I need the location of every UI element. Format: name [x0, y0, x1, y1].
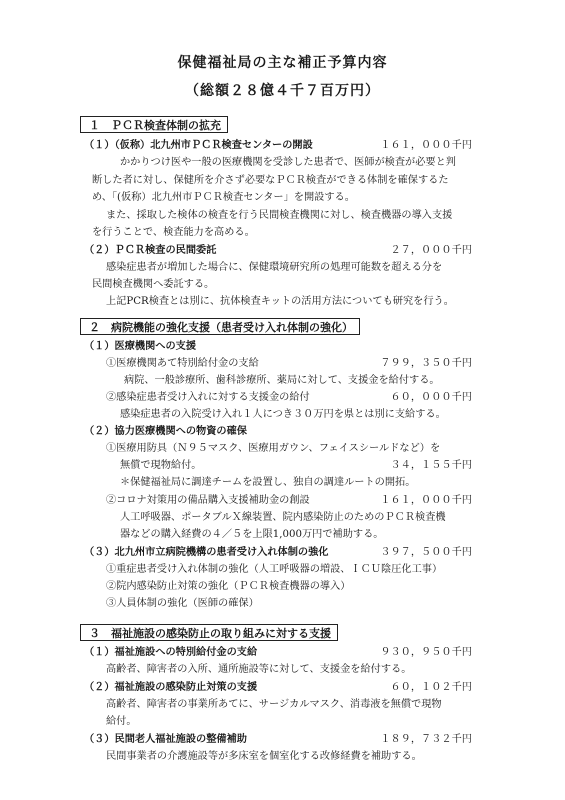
item-2-3-amount: ３９７，５００千円 [380, 547, 472, 558]
item-2-3-3-label: ③人員体制の強化（医師の確保） [106, 598, 259, 609]
item-3-2-label: （２）福祉施設の感染防止対策の支援 [84, 682, 258, 693]
item-1-1-label: （１）（仮称）北九州市ＰＣＲ検査センターの開設 [84, 140, 313, 151]
item-2-2-1-desc: ＊保健福祉局に調達チームを設置し、独自の調達ルートの開拓。 [120, 477, 416, 488]
item-2-1-label: （１）医療機関への支援 [84, 341, 197, 352]
item-2-1-1-label: ①医療機関あて特別給付金の支給 [106, 358, 259, 369]
section-1-heading: １ ＰＣＲ検査体制の拡充 [80, 116, 228, 133]
item-2-1-2-label: ②感染症患者受け入れに対する支援金の給付 [106, 392, 310, 403]
item-1-1-desc-1: かかりつけ医や一般の医療機関を受診した患者で、医師が検査が必要と判 [120, 157, 456, 168]
item-2-2-2-desc-1: 人工呼吸器、ポータブルＸ線装置、院内感染防止のためのＰＣＲ検査機 [120, 512, 446, 523]
section-3-heading: ３ 福祉施設の感染防止の取り組みに対する支援 [80, 624, 338, 641]
item-3-3-desc: 民間事業者の介護施設等が多床室を個室化する改修経費を補助する。 [106, 751, 422, 762]
item-2-2-2-label: ②コロナ対策用の備品購入支援補助金の創設 [106, 495, 310, 506]
item-2-2-label: （２）協力医療機関への物資の確保 [84, 426, 247, 437]
item-1-2-desc-3: 上記PCR検査とは別に、抗体検査キットの活用方法についても研究を行う。 [106, 296, 454, 307]
item-2-1-1-amount: ７９９，３５０千円 [380, 358, 472, 369]
item-2-2-1-amount: ３４，１５５千円 [390, 460, 472, 471]
item-1-1-amount: １６１，０００千円 [380, 140, 472, 151]
item-2-3-1-label: ①重症患者受け入れ体制の強化（人工呼吸器の増設、ＩＣＵ陰圧化工事） [106, 564, 443, 575]
item-2-3-label: （３）北九州市立病院機構の患者受け入れ体制の強化 [84, 547, 329, 558]
item-3-2-desc-1: 高齢者、障害者の事業所あてに、サージカルマスク、消毒液を無償で現物 [106, 699, 442, 710]
item-1-1-desc-4: また、採取した検体の検査を行う民間検査機関に対し、検査機器の導入支援 [106, 210, 453, 221]
item-2-1-2-desc: 感染症患者の入院受け入れ１人につき３０万円を県とは別に支給する。 [120, 409, 446, 420]
item-2-2-1-label-2: 無償で現物給付。 [120, 460, 202, 471]
item-1-2-desc-1: 感染症患者が増加した場合に、保健環境研究所の処理可能数を超える分を [106, 262, 443, 273]
item-2-2-2-amount: １６１，０００千円 [380, 495, 472, 506]
item-1-1-desc-2: 断した者に対し、保健所を介さず必要なＰＣＲ検査ができる体制を確保するた [92, 175, 449, 186]
item-1-1-desc-5: を行うことで、検査能力を高める。 [92, 227, 255, 238]
item-3-2-amount: ６０，１０２千円 [390, 682, 472, 693]
section-2-heading: ２ 病院機能の強化支援（患者受け入れ体制の強化） [80, 318, 360, 335]
item-3-1-desc: 高齢者、障害者の入所、通所施設等に対して、支援金を給付する。 [106, 664, 412, 675]
item-2-2-1-label: ①医療用防具（Ｎ９５マスク、医療用ガウン、フェイスシールドなど）を [106, 443, 441, 454]
item-3-1-label: （１）福祉施設への特別給付金の支給 [84, 647, 258, 658]
item-3-1-amount: ９３０，９５０千円 [380, 647, 472, 658]
page-subtitle: （総額２８億４千７百万円） [185, 83, 380, 99]
item-3-2-desc-2: 給付。 [106, 716, 137, 727]
item-3-3-label: （３）民間老人福祉施設の整備補助 [84, 734, 247, 745]
item-2-1-1-desc: 病院、一般診療所、歯科診療所、薬局に対して、支援金を給付する。 [124, 375, 440, 386]
item-1-2-amount: ２７，０００千円 [390, 245, 472, 256]
item-2-1-2-amount: ６０，０００千円 [390, 392, 472, 403]
item-1-2-desc-2: 民間検査機関へ委託する。 [92, 279, 215, 290]
item-1-1-desc-3: め、「(仮称）北九州市ＰＣＲ検査センター」を開設する。 [92, 192, 355, 203]
page-title: 保健福祉局の主な補正予算内容 [177, 55, 388, 71]
item-2-3-2-label: ②院内感染防止対策の強化（ＰＣＲ検査機器の導入） [106, 581, 351, 592]
item-2-2-2-desc-2: 器などの購入経費の４／５を上限1,000万円で補助する。 [120, 529, 384, 540]
item-3-3-amount: １８９，７３２千円 [380, 734, 472, 745]
item-1-2-label: （２）ＰＣＲ検査の民間委託 [84, 245, 217, 256]
